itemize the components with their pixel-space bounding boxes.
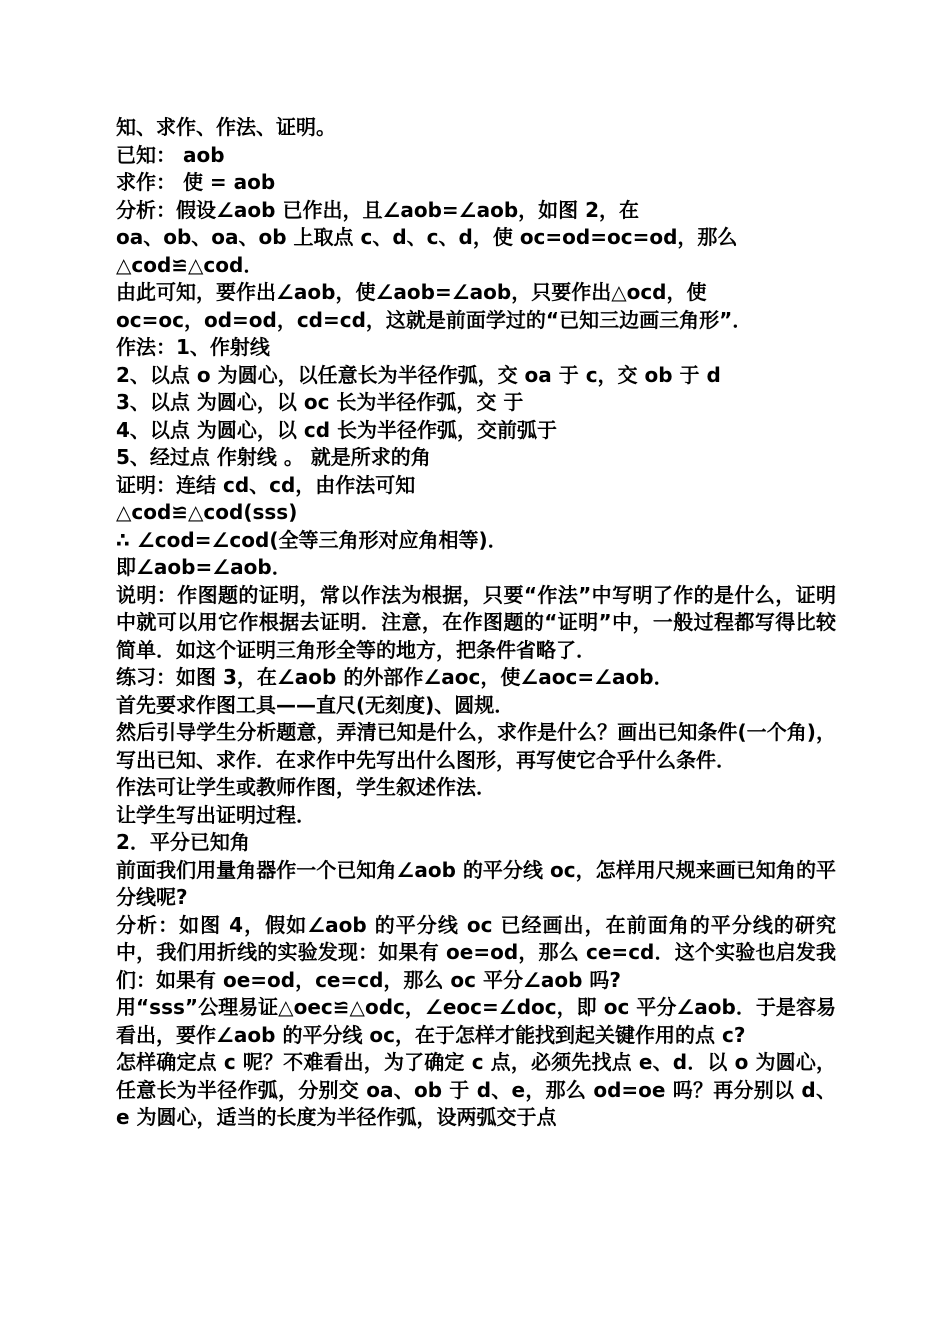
method-step-1: 作法：1、作射线 xyxy=(116,335,270,359)
explanation-paragraph: 说明：作图题的证明，常以作法为根据，只要“作法”中写明了作的是什么，证明中就可以用它作根据去证明．注意，在作图题的“证明”中，一般过程都写得比较简单．如这个证明三角形全等的地方，把条件省略了． xyxy=(116,582,836,662)
method-step-4: 4、以点 为圆心，以 cd 长为半径作弧，交前弧于 xyxy=(116,417,557,442)
text-paragraph: 用“sss”公理易证△oec≌△odc，∠eoc=∠doc，即 oc 平分∠aob．于是容易看出，要作∠aob 的平分线 oc，在于怎样才能找到起关键作用的点 c? xyxy=(116,995,836,1047)
method-step-3: 3、以点 为圆心，以 oc 长为半径作弧，交 于 xyxy=(116,390,524,414)
text-line: 作法可让学生或教师作图，学生叙述作法． xyxy=(116,775,496,799)
text-paragraph: 前面我们用量角器作一个已知角∠aob 的平分线 oc，怎样用尺规来画已知角的平分线呢? xyxy=(116,857,836,909)
proof-line: 证明：连结 cd、cd，由作法可知 xyxy=(116,472,416,497)
text-paragraph: 怎样确定点 c 呢？不难看出，为了确定 c 点，必须先找点 e、d．以 o 为圆心，任意长为半径作弧，分别交 oa、ob 于 d、e，那么 od=oe 吗？再分别以 d、e 为圆心，适当的长度为半径作弧，设两弧交于点 xyxy=(116,1050,836,1129)
given-line: 已知： aob xyxy=(116,142,225,167)
analysis-line: 分析：假设∠aob 已作出，且∠aob=∠aob，如图 2，在 xyxy=(116,197,640,222)
exercise-line: 练习：如图 3，在∠aob 的外部作∠aoc，使∠aoc=∠aob． xyxy=(116,665,674,689)
text-line: 首先要求作图工具——直尺(无刻度)、圆规． xyxy=(116,692,515,717)
required-line: 求作： 使 = aob xyxy=(116,170,276,194)
analysis-paragraph: 分析：如图 4，假如∠aob 的平分线 oc 已经画出，在前面角的平分线的研究中，我们用折线的实验发现：如果有 oe=od，那么 ce=cd．这个实验也启发我们：如果有 oe=od，ce=cd，那么 oc 平分∠aob 吗? xyxy=(116,912,836,992)
text-paragraph: 然后引导学生分析题意，弄清已知是什么，求作是什么？画出已知条件(一个角)，写出已知、求作．在求作中先写出什么图形，再写使它合乎什么条件． xyxy=(116,720,836,772)
text-line: △cod≌△cod． xyxy=(116,252,264,277)
text-line: oc=oc，od=od，cd=cd，这就是前面学过的“已知三边画三角形”． xyxy=(116,307,753,332)
text-line: 由此可知，要作出∠aob，使∠aob=∠aob，只要作出△ocd，使 xyxy=(116,280,707,304)
proof-line: 即∠aob=∠aob． xyxy=(116,555,292,579)
proof-line: △cod≌△cod(sss) xyxy=(116,500,298,524)
section-heading: 2．平分已知角 xyxy=(116,830,250,854)
method-step-2: 2、以点 o 为圆心，以任意长为半径作弧，交 oa 于 c，交 ob 于 d xyxy=(116,362,721,387)
method-step-5: 5、经过点 作射线 。 就是所求的角 xyxy=(116,445,431,469)
text-line: 知、求作、作法、证明。 xyxy=(116,115,336,139)
proof-line: ∴ ∠cod=∠cod(全等三角形对应角相等)． xyxy=(116,527,508,552)
document-page xyxy=(116,114,836,1132)
text-line: 让学生写出证明过程． xyxy=(116,802,316,827)
text-line: oa、ob、oa、ob 上取点 c、d、c、d，使 oc=od=oc=od，那么 xyxy=(116,225,738,249)
